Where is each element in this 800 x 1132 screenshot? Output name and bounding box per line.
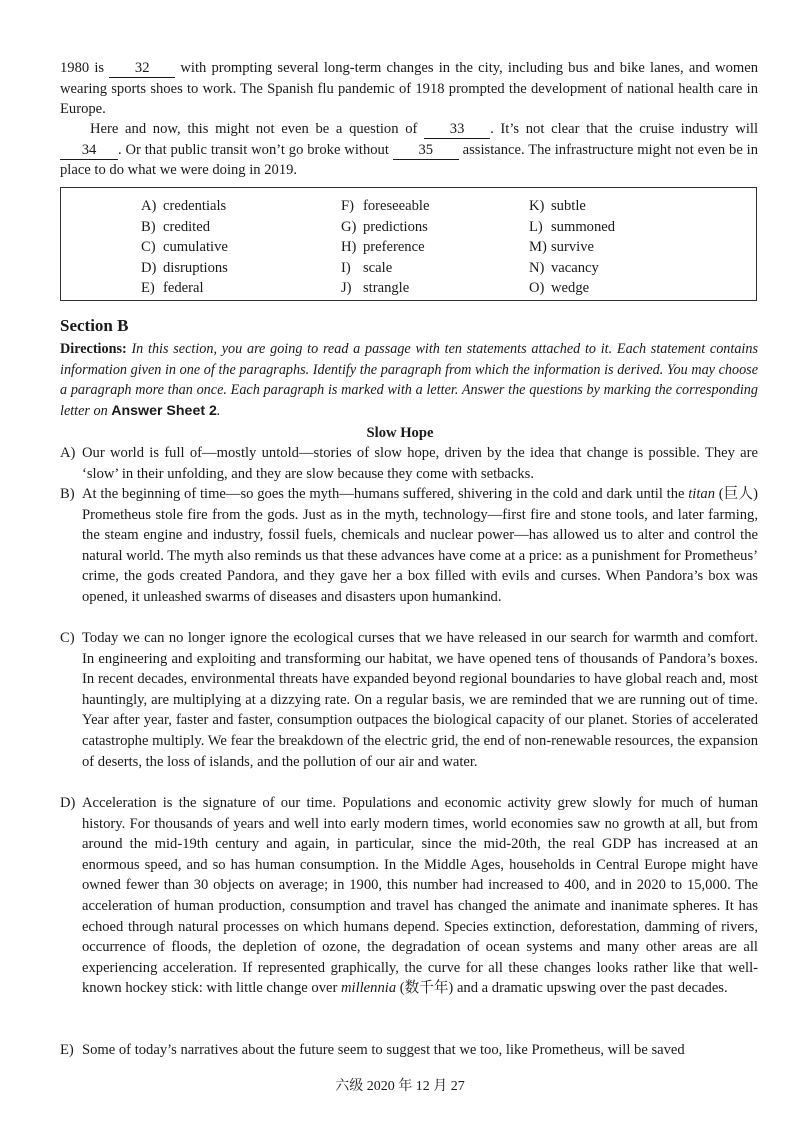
section-title: Section B [60, 316, 129, 335]
paragraph-letter: A) [60, 445, 76, 461]
word-bank-column-1 [141, 196, 228, 299]
word-option[interactable]: N) vacancy [529, 259, 599, 276]
word-option[interactable]: E) federal [141, 280, 204, 297]
paragraph-d: D) Acceleration is the signature of our time. Populations and economic activity grew slowly for much of human history. For thousands of years and well into early modern times, world economies saw no growth at all, but from around the mid-19th century and again, in particular, since the mid-20th, the real GDP has increased at an enormous speed, and so has human consumption. In the Middle Ages, households in Central Europe might have owned fewer than 30 objects on average; in 1900, this number had increased to 400, and in 2020 to 15,000. The acceleration of human production, consumption and travel has changed the animate and inanimate spheres. It has echoed through natural processes on which humans depend. Species extinction, deforestation, damming of rivers, occurrence of floods, the depletion of ozone, the degradation of ocean systems and many other areas are all experiencing acceleration. If represented graphically, the curve for all these changes looks rather like that well-known hockey stick: with little change over millennia (数千年) and a dramatic upswing over the past decades. [60, 795, 758, 997]
word-bank-box [60, 187, 757, 301]
word-option[interactable]: H) preference [341, 239, 425, 256]
word-option[interactable]: C) cumulative [141, 239, 228, 256]
blank-33[interactable]: 33 [424, 121, 490, 139]
answer-sheet-label: Answer Sheet 2 [111, 402, 217, 419]
directions-label: Directions: [60, 341, 127, 357]
glossed-term: millennia [340, 980, 397, 997]
word-option[interactable]: A) credentials [141, 198, 227, 214]
intro-text: . Or that public transit won’t go broke without [118, 141, 393, 158]
word-option[interactable]: K) subtle [529, 198, 586, 214]
paragraph-letter: E) [60, 1042, 74, 1058]
intro-paragraph-1 [60, 58, 758, 120]
word-option[interactable]: G) predictions [341, 218, 428, 235]
word-bank-column-2 [341, 196, 429, 299]
paragraph-a: A) Our world is full of—mostly untold—stories of slow hope, driven by the idea that change is possible. They are ‘slow’ in their unfolding, and they are slow because they come with setbacks. [60, 445, 758, 482]
intro-text: with prompting several long-term changes in the city, including bus and bike lanes, and women wearing sports shoes to work. The Spanish flu pandemic of 1918 prompted the development of national health care in Europe. [60, 60, 758, 118]
word-option[interactable]: D) disruptions [141, 259, 228, 276]
word-bank-column-3 [529, 196, 615, 299]
paragraph-b: B) At the beginning of time—so goes the myth—humans suffered, shivering in the cold and dark until the titan (巨人) Prometheus stole fire from the gods. Just as in the myth, technology—first fire and stone tools, and later farming, the steam engine and industry, fossil fuels, chemicals and nuclear power—has allowed us to alter and control the natural world. The myth also reminds us that these advances have come at a price: as a punishment for Prometheus’ crime, the gods created Pandora, and they gave her a box filled with evils and curses. When Pandora’s box was opened, it unleashed swarms of diseases and disasters upon humankind. [60, 486, 758, 605]
directions: Directions: In this section, you are going to read a passage with ten statements attached to it. Each statement contains information given in one of the paragraphs. Identify the paragraph from which the information is derived. You may choose a paragraph more than once. Each paragraph is marked with a letter. Answer the questions by marking the corresponding letter on Answer Sheet 2. [60, 341, 758, 419]
directions-text: In this section, you are going to read a passage with ten statements attached to it. Each statement contains information given in one of the paragraphs. Identify the paragraph from which the information is derived. You may choose a paragraph more than once. Each paragraph is marked with a letter. Answer the questions by marking the corresponding letter on [60, 341, 758, 419]
paragraph-e: E) Some of today’s narratives about the future seem to suggest that we too, like Prometheus, will be saved [60, 1040, 758, 1061]
word-option[interactable]: M) survive [529, 239, 594, 256]
blank-35[interactable]: 35 [393, 142, 459, 160]
blank-34[interactable]: 34 [60, 142, 118, 160]
blank-32[interactable]: 32 [109, 60, 175, 78]
paragraph-letter: D) [60, 795, 76, 811]
intro-text: 1980 is [60, 60, 110, 76]
chinese-gloss: (巨人) [715, 486, 758, 502]
passage-title: Slow Hope [366, 425, 434, 441]
intro-paragraph-2 [60, 119, 758, 181]
word-option[interactable]: J) strangle [341, 280, 410, 297]
page-footer: 六级 2020 年 12 月 27 [335, 1079, 465, 1094]
word-option[interactable]: B) credited [141, 218, 210, 235]
paragraph-c: C) Today we can no longer ignore the ecological curses that we have released in our search for warmth and comfort. In engineering and exploiting and transforming our habitat, we have opened tens of thousands of Pandora’s boxes. In recent decades, environmental threats have expanded beyond regional boundaries to have global reach and, most hauntingly, are multiplying at a dizzying rate. On a regular basis, we are reminded that we are running out of time. Year after year, faster and faster, consumption outpaces the biological capacity of our planet. Stories of accelerated catastrophe multiply. We fear the breakdown of the electric grid, the end of non-renewable resources, the expansion of deserts, the loss of islands, and the pollution of our air and water. [60, 630, 758, 770]
word-option[interactable]: F) foreseeable [341, 198, 430, 214]
intro-text: Here and now, this might not even be a question of [90, 121, 425, 137]
glossed-term: titan [688, 486, 716, 502]
word-option[interactable]: I) scale [341, 259, 393, 276]
chinese-gloss: (数千年) [396, 980, 457, 997]
paragraph-letter: C) [60, 630, 75, 646]
word-option[interactable]: L) summoned [529, 218, 616, 235]
intro-text: assistance. The infrastructure might not even be in place to do what we were doing in 2019. [60, 141, 758, 179]
word-option[interactable]: O) wedge [529, 280, 590, 297]
intro-text: . It’s not clear that the cruise industry will [490, 121, 759, 137]
paragraph-letter: B) [60, 486, 75, 502]
